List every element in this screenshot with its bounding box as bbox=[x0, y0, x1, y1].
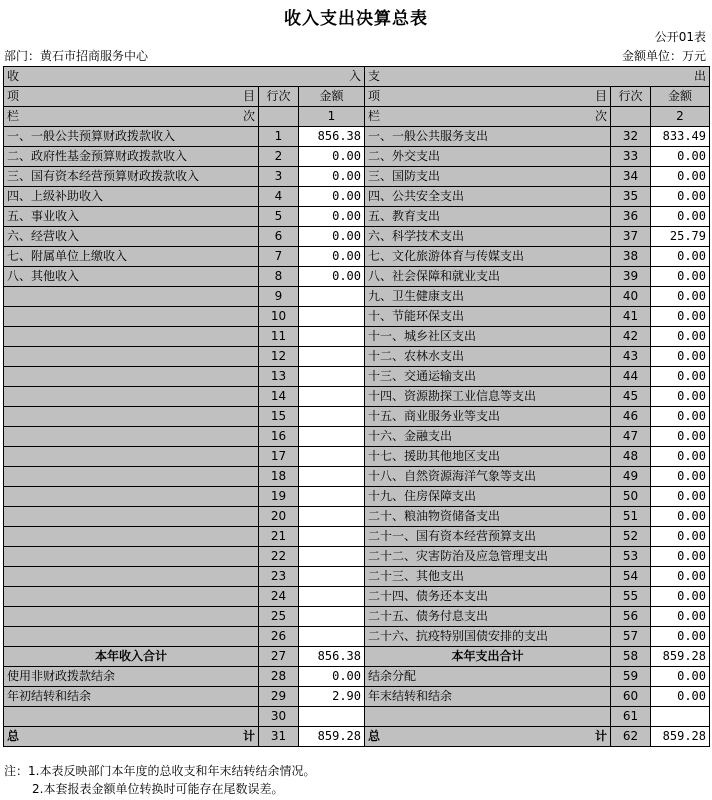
expense-amount-header: 金额 bbox=[651, 87, 710, 107]
expense-row-number: 54 bbox=[611, 567, 651, 587]
expense-row-number: 56 bbox=[611, 607, 651, 627]
table-row bbox=[4, 147, 710, 167]
income-row-number: 8 bbox=[259, 267, 299, 287]
income-subtotal-row-number: 27 bbox=[259, 647, 299, 667]
expense-row-number: 47 bbox=[611, 427, 651, 447]
expense-item-name: 十一、城乡社区支出 bbox=[365, 327, 611, 347]
expense-row-number: 39 bbox=[611, 267, 651, 287]
income-row-number: 20 bbox=[259, 507, 299, 527]
income-item-name bbox=[4, 587, 259, 607]
income-row-number: 28 bbox=[259, 667, 299, 687]
income-amount: 0.00 bbox=[299, 227, 365, 247]
table-row bbox=[4, 527, 710, 547]
income-row-number: 29 bbox=[259, 687, 299, 707]
table-row bbox=[4, 427, 710, 447]
income-amount bbox=[299, 447, 365, 467]
expense-amount: 0.00 bbox=[651, 287, 710, 307]
income-item-name bbox=[4, 507, 259, 527]
table-row bbox=[4, 327, 710, 347]
income-item-name bbox=[4, 567, 259, 587]
expense-row-number: 45 bbox=[611, 387, 651, 407]
table-row bbox=[4, 507, 710, 527]
expense-amount: 0.00 bbox=[651, 327, 710, 347]
expense-amount: 0.00 bbox=[651, 447, 710, 467]
income-amount: 0.00 bbox=[299, 247, 365, 267]
expense-amount: 0.00 bbox=[651, 587, 710, 607]
income-row-number: 21 bbox=[259, 527, 299, 547]
expense-item-name: 二十六、抗疫特别国债安排的支出 bbox=[365, 627, 611, 647]
expense-subtotal-label: 本年支出合计 bbox=[365, 647, 611, 667]
expense-row-number: 52 bbox=[611, 527, 651, 547]
income-amount bbox=[299, 327, 365, 347]
income-item-header bbox=[4, 87, 259, 107]
expense-total-row-number: 62 bbox=[611, 727, 651, 747]
expense-item-name: 八、社会保障和就业支出 bbox=[365, 267, 611, 287]
table-row bbox=[4, 667, 710, 687]
expense-amount bbox=[651, 707, 710, 727]
table-row bbox=[4, 347, 710, 367]
income-item-name bbox=[4, 407, 259, 427]
income-row-number: 12 bbox=[259, 347, 299, 367]
expense-amount: 0.00 bbox=[651, 487, 710, 507]
item-label-left: 项 bbox=[368, 89, 381, 103]
income-item-name: 三、国有资本经营预算财政拨款收入 bbox=[4, 167, 259, 187]
income-amount bbox=[299, 367, 365, 387]
expense-amount: 0.00 bbox=[651, 167, 710, 187]
expense-item-name: 十五、商业服务业等支出 bbox=[365, 407, 611, 427]
income-amount: 0.00 bbox=[299, 147, 365, 167]
income-row-number: 7 bbox=[259, 247, 299, 267]
table-row bbox=[4, 387, 710, 407]
income-amount bbox=[299, 387, 365, 407]
expense-row-number: 38 bbox=[611, 247, 651, 267]
table-row bbox=[4, 487, 710, 507]
header-row-side bbox=[4, 67, 710, 87]
expense-item-name: 结余分配 bbox=[365, 667, 611, 687]
income-item-name bbox=[4, 627, 259, 647]
expense-amount: 0.00 bbox=[651, 627, 710, 647]
income-row-number: 1 bbox=[259, 127, 299, 147]
income-row-number: 25 bbox=[259, 607, 299, 627]
expense-row-number: 60 bbox=[611, 687, 651, 707]
income-subtotal-label: 本年收入合计 bbox=[4, 647, 259, 667]
expense-item-name: 十八、自然资源海洋气象等支出 bbox=[365, 467, 611, 487]
expense-row-number: 40 bbox=[611, 287, 651, 307]
expense-item-name: 年末结转和结余 bbox=[365, 687, 611, 707]
income-row-number: 30 bbox=[259, 707, 299, 727]
expense-row-number: 59 bbox=[611, 667, 651, 687]
expense-amount: 0.00 bbox=[651, 147, 710, 167]
income-item-name bbox=[4, 467, 259, 487]
expense-column-number: 2 bbox=[651, 107, 710, 127]
expense-row-number: 57 bbox=[611, 627, 651, 647]
income-item-name: 年初结转和结余 bbox=[4, 687, 259, 707]
expense-side-header bbox=[365, 67, 710, 87]
unit-label: 金额单位：万元 bbox=[621, 49, 706, 63]
expense-amount: 0.00 bbox=[651, 207, 710, 227]
expense-item-name: 十四、资源勘探工业信息等支出 bbox=[365, 387, 611, 407]
income-item-name: 七、附属单位上缴收入 bbox=[4, 247, 259, 267]
expense-item-name: 二十三、其他支出 bbox=[365, 567, 611, 587]
header-row-column bbox=[4, 107, 710, 127]
expense-item-name: 二十一、国有资本经营预算支出 bbox=[365, 527, 611, 547]
income-amount bbox=[299, 467, 365, 487]
item-label-left: 项 bbox=[7, 89, 20, 103]
expense-row-number: 53 bbox=[611, 547, 651, 567]
summary-table bbox=[3, 66, 710, 747]
expense-item-header bbox=[365, 87, 611, 107]
income-amount: 2.90 bbox=[299, 687, 365, 707]
income-row-number: 24 bbox=[259, 587, 299, 607]
expense-item-name: 十七、援助其他地区支出 bbox=[365, 447, 611, 467]
income-item-name bbox=[4, 607, 259, 627]
expense-side-label: 支 bbox=[368, 69, 381, 83]
expense-row-number: 61 bbox=[611, 707, 651, 727]
income-row-number: 16 bbox=[259, 427, 299, 447]
income-row-number: 15 bbox=[259, 407, 299, 427]
income-row-number: 13 bbox=[259, 367, 299, 387]
income-item-name: 四、上级补助收入 bbox=[4, 187, 259, 207]
note-line-2: 2.本套报表金额单位转换时可能存在尾数误差。 bbox=[32, 782, 284, 796]
expense-item-name: 十、节能环保支出 bbox=[365, 307, 611, 327]
expense-amount: 0.00 bbox=[651, 247, 710, 267]
income-item-name bbox=[4, 707, 259, 727]
form-code: 公开01表 bbox=[654, 30, 706, 44]
expense-item-name: 九、卫生健康支出 bbox=[365, 287, 611, 307]
income-row-number: 26 bbox=[259, 627, 299, 647]
col-label-right: 次 bbox=[242, 109, 255, 123]
income-item-name bbox=[4, 367, 259, 387]
income-amount bbox=[299, 527, 365, 547]
income-row-number: 23 bbox=[259, 567, 299, 587]
expense-amount: 0.00 bbox=[651, 307, 710, 327]
expense-item-name: 一、一般公共服务支出 bbox=[365, 127, 611, 147]
table-row bbox=[4, 367, 710, 387]
income-amount bbox=[299, 707, 365, 727]
expense-side-label-right: 出 bbox=[693, 69, 706, 83]
expense-amount: 0.00 bbox=[651, 547, 710, 567]
income-row-number: 6 bbox=[259, 227, 299, 247]
income-row-number: 22 bbox=[259, 547, 299, 567]
income-amount: 0.00 bbox=[299, 267, 365, 287]
expense-item-name: 十二、农林水支出 bbox=[365, 347, 611, 367]
expense-row-number: 55 bbox=[611, 587, 651, 607]
income-item-name bbox=[4, 427, 259, 447]
income-amount bbox=[299, 567, 365, 587]
expense-amount: 0.00 bbox=[651, 387, 710, 407]
income-item-name bbox=[4, 307, 259, 327]
income-side-label-right: 入 bbox=[348, 69, 361, 83]
expense-row-number: 50 bbox=[611, 487, 651, 507]
income-row-number: 18 bbox=[259, 467, 299, 487]
expense-row-number: 33 bbox=[611, 147, 651, 167]
table-row bbox=[4, 567, 710, 587]
income-amount: 0.00 bbox=[299, 667, 365, 687]
total-label-left: 总 bbox=[368, 729, 381, 743]
income-item-name: 六、经营收入 bbox=[4, 227, 259, 247]
expense-row-number: 44 bbox=[611, 367, 651, 387]
income-row-number: 2 bbox=[259, 147, 299, 167]
expense-amount: 0.00 bbox=[651, 507, 710, 527]
income-row-number: 11 bbox=[259, 327, 299, 347]
income-amount bbox=[299, 627, 365, 647]
expense-amount: 0.00 bbox=[651, 667, 710, 687]
income-amount bbox=[299, 587, 365, 607]
income-amount: 0.00 bbox=[299, 167, 365, 187]
table-row bbox=[4, 627, 710, 647]
income-row-number: 9 bbox=[259, 287, 299, 307]
expense-amount: 0.00 bbox=[651, 607, 710, 627]
expense-row-number: 41 bbox=[611, 307, 651, 327]
income-amount: 856.38 bbox=[299, 127, 365, 147]
expense-item-name: 十三、交通运输支出 bbox=[365, 367, 611, 387]
income-row-number: 17 bbox=[259, 447, 299, 467]
expense-row-number: 48 bbox=[611, 447, 651, 467]
income-total-row-number: 31 bbox=[259, 727, 299, 747]
col-label-right: 次 bbox=[594, 109, 607, 123]
table-row bbox=[4, 187, 710, 207]
income-item-name: 二、政府性基金预算财政拨款收入 bbox=[4, 147, 259, 167]
expense-amount: 0.00 bbox=[651, 567, 710, 587]
expense-item-name: 二十二、灾害防治及应急管理支出 bbox=[365, 547, 611, 567]
expense-amount: 0.00 bbox=[651, 527, 710, 547]
expense-row-number: 34 bbox=[611, 167, 651, 187]
income-item-name bbox=[4, 287, 259, 307]
income-item-name: 八、其他收入 bbox=[4, 267, 259, 287]
table-row bbox=[4, 447, 710, 467]
table-row bbox=[4, 587, 710, 607]
income-row-number: 10 bbox=[259, 307, 299, 327]
expense-item-name: 十九、住房保障支出 bbox=[365, 487, 611, 507]
income-item-name bbox=[4, 387, 259, 407]
income-column-blank bbox=[259, 107, 299, 127]
total-label-left: 总 bbox=[7, 729, 20, 743]
total-label-right: 计 bbox=[594, 729, 607, 743]
expense-item-name: 二十五、债务付息支出 bbox=[365, 607, 611, 627]
table-row bbox=[4, 547, 710, 567]
income-row-number: 4 bbox=[259, 187, 299, 207]
expense-amount: 0.00 bbox=[651, 347, 710, 367]
expense-subtotal-row-number: 58 bbox=[611, 647, 651, 667]
table-row bbox=[4, 247, 710, 267]
expense-item-name: 五、教育支出 bbox=[365, 207, 611, 227]
income-item-name bbox=[4, 527, 259, 547]
income-row-number: 3 bbox=[259, 167, 299, 187]
income-rowno-header: 行次 bbox=[259, 87, 299, 107]
income-row-number: 14 bbox=[259, 387, 299, 407]
total-label-right: 计 bbox=[242, 729, 255, 743]
income-amount: 0.00 bbox=[299, 187, 365, 207]
expense-amount: 0.00 bbox=[651, 427, 710, 447]
expense-amount: 25.79 bbox=[651, 227, 710, 247]
income-side-header bbox=[4, 67, 365, 87]
expense-total-label bbox=[365, 727, 611, 747]
page-title: 收入支出决算总表 bbox=[284, 9, 428, 29]
item-label-right: 目 bbox=[242, 89, 255, 103]
expense-item-name bbox=[365, 707, 611, 727]
income-item-name bbox=[4, 347, 259, 367]
expense-row-number: 37 bbox=[611, 227, 651, 247]
expense-amount: 0.00 bbox=[651, 267, 710, 287]
expense-item-name: 六、科学技术支出 bbox=[365, 227, 611, 247]
income-amount bbox=[299, 547, 365, 567]
expense-item-name: 七、文化旅游体育与传媒支出 bbox=[365, 247, 611, 267]
expense-amount: 0.00 bbox=[651, 407, 710, 427]
header-row-item bbox=[4, 87, 710, 107]
income-amount-header: 金额 bbox=[299, 87, 365, 107]
expense-item-name: 四、公共安全支出 bbox=[365, 187, 611, 207]
table-row bbox=[4, 267, 710, 287]
income-column-number: 1 bbox=[299, 107, 365, 127]
income-row-number: 5 bbox=[259, 207, 299, 227]
income-subtotal-amount: 856.38 bbox=[299, 647, 365, 667]
expense-item-name: 二十、粮油物资储备支出 bbox=[365, 507, 611, 527]
table-row bbox=[4, 227, 710, 247]
income-item-name: 使用非财政拨款结余 bbox=[4, 667, 259, 687]
table-row bbox=[4, 407, 710, 427]
expense-row-number: 42 bbox=[611, 327, 651, 347]
expense-row-number: 43 bbox=[611, 347, 651, 367]
expense-amount: 0.00 bbox=[651, 467, 710, 487]
expense-amount: 833.49 bbox=[651, 127, 710, 147]
table-row bbox=[4, 607, 710, 627]
expense-subtotal-amount: 859.28 bbox=[651, 647, 710, 667]
expense-row-number: 49 bbox=[611, 467, 651, 487]
col-label-left: 栏 bbox=[7, 109, 20, 123]
income-item-name bbox=[4, 327, 259, 347]
notes bbox=[4, 762, 315, 798]
income-column-header bbox=[4, 107, 259, 127]
note-line-1: 注：1.本表反映部门本年度的总收支和年末结转结余情况。 bbox=[4, 764, 316, 778]
total-row bbox=[4, 727, 710, 747]
table-row bbox=[4, 287, 710, 307]
income-amount bbox=[299, 607, 365, 627]
expense-amount: 0.00 bbox=[651, 367, 710, 387]
expense-row-number: 36 bbox=[611, 207, 651, 227]
income-item-name bbox=[4, 487, 259, 507]
expense-item-name: 二、外交支出 bbox=[365, 147, 611, 167]
income-amount bbox=[299, 507, 365, 527]
income-row-number: 19 bbox=[259, 487, 299, 507]
table-row bbox=[4, 467, 710, 487]
income-item-name: 一、一般公共预算财政拨款收入 bbox=[4, 127, 259, 147]
income-amount bbox=[299, 307, 365, 327]
income-amount bbox=[299, 347, 365, 367]
expense-amount: 0.00 bbox=[651, 187, 710, 207]
expense-item-name: 十六、金融支出 bbox=[365, 427, 611, 447]
income-total-amount: 859.28 bbox=[299, 727, 365, 747]
table-row bbox=[4, 707, 710, 727]
expense-row-number: 51 bbox=[611, 507, 651, 527]
income-item-name bbox=[4, 547, 259, 567]
table-row bbox=[4, 167, 710, 187]
expense-item-name: 二十四、债务还本支出 bbox=[365, 587, 611, 607]
expense-rowno-header: 行次 bbox=[611, 87, 651, 107]
table-row bbox=[4, 207, 710, 227]
income-amount: 0.00 bbox=[299, 207, 365, 227]
department-label: 部门：黄石市招商服务中心 bbox=[4, 49, 149, 63]
expense-total-amount: 859.28 bbox=[651, 727, 710, 747]
subtotal-row bbox=[4, 647, 710, 667]
expense-column-header bbox=[365, 107, 611, 127]
income-amount bbox=[299, 287, 365, 307]
expense-row-number: 32 bbox=[611, 127, 651, 147]
income-item-name bbox=[4, 447, 259, 467]
expense-column-blank bbox=[611, 107, 651, 127]
income-total-label bbox=[4, 727, 259, 747]
expense-amount: 0.00 bbox=[651, 687, 710, 707]
income-item-name: 五、事业收入 bbox=[4, 207, 259, 227]
income-side-label: 收 bbox=[7, 69, 20, 83]
item-label-right: 目 bbox=[594, 89, 607, 103]
income-amount bbox=[299, 427, 365, 447]
expense-item-name: 三、国防支出 bbox=[365, 167, 611, 187]
table-row bbox=[4, 127, 710, 147]
col-label-left: 栏 bbox=[368, 109, 381, 123]
income-amount bbox=[299, 487, 365, 507]
table-row bbox=[4, 307, 710, 327]
table-row bbox=[4, 687, 710, 707]
expense-row-number: 46 bbox=[611, 407, 651, 427]
income-amount bbox=[299, 407, 365, 427]
expense-row-number: 35 bbox=[611, 187, 651, 207]
